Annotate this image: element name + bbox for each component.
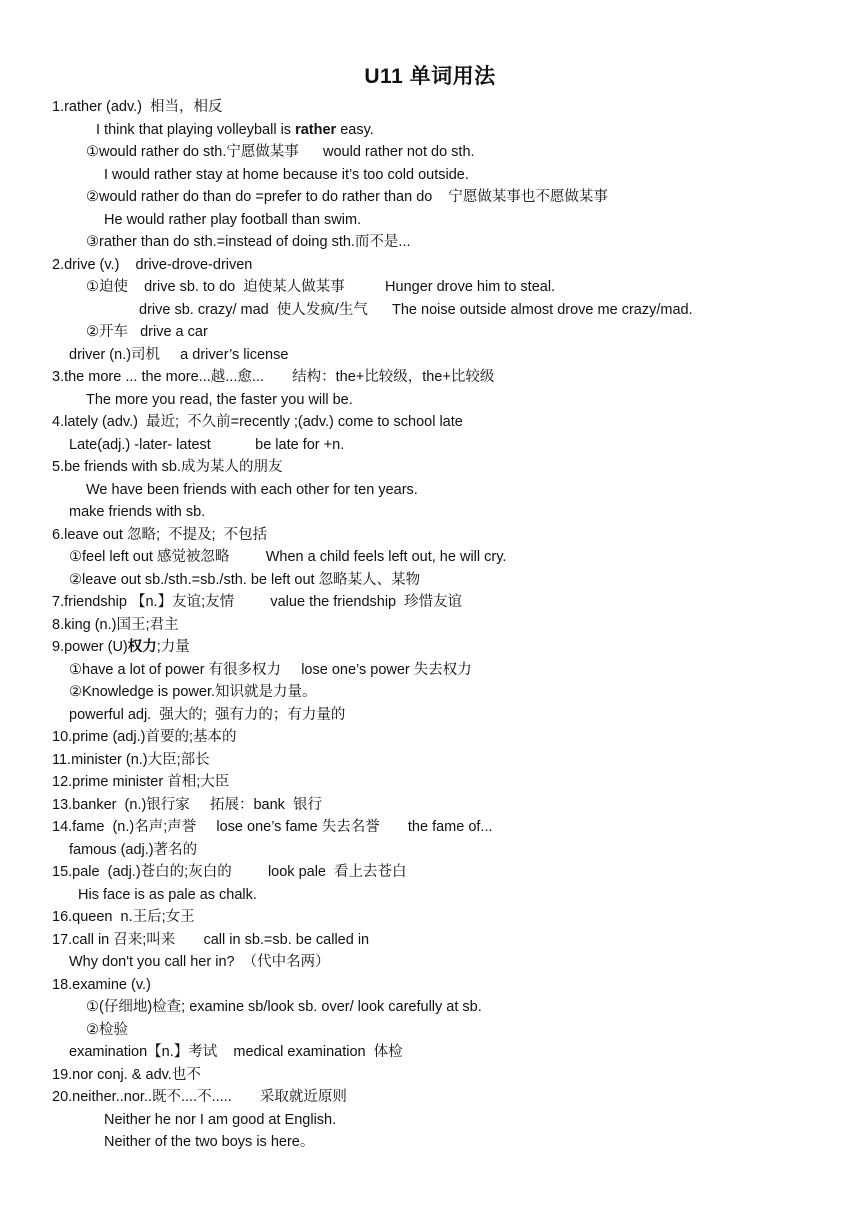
line-text: Neither he nor I am good at English. <box>104 1111 337 1128</box>
text-line <box>69 434 344 457</box>
text-line <box>69 344 288 367</box>
bold-text: rather <box>295 121 337 138</box>
text-line <box>69 704 345 727</box>
line-text: 1.rather (adv.) 相当，相反 <box>52 99 223 115</box>
line-text: 11.minister (n.)大臣;部长 <box>52 751 210 768</box>
text-line <box>52 524 267 547</box>
text-line <box>52 906 195 929</box>
line-text: examination【n.】考试 medical examination 体检 <box>69 1044 403 1060</box>
text-line <box>52 749 210 772</box>
text-line <box>69 839 197 862</box>
line-text: 16.queen n.王后;女王 <box>52 909 195 925</box>
line-text: We have been friends with each other for ten years. <box>86 481 418 498</box>
line-text: 15.pale (adj.)苍白的;灰白的 look pale 看上去苍白 <box>52 864 407 880</box>
text-line <box>52 614 179 637</box>
line-text: He would rather play football than swim. <box>104 211 362 228</box>
text-line <box>86 321 208 344</box>
line-text: His face is as pale as chalk. <box>78 886 257 903</box>
line-text: I think that playing volleyball is <box>96 121 296 138</box>
line-text: 3.the more ... the more...越...愈... 结构：the+比较级，the+比较级 <box>52 369 495 385</box>
text-line <box>86 141 475 164</box>
text-line <box>69 569 420 592</box>
text-line <box>96 119 374 142</box>
line-text: 9.power (U) <box>52 639 128 655</box>
text-line <box>86 1019 128 1042</box>
line-text: 13.banker (n.)银行家 拓展：bank 银行 <box>52 796 322 813</box>
line-text: ①(仔细地)检查; examine sb/look sb. over/ look carefully at sb. <box>86 999 482 1015</box>
line-text: drive sb. crazy/ mad 使人发疯/生气 The noise outside almost drove me crazy/mad. <box>139 301 693 318</box>
text-line <box>104 209 361 232</box>
text-line <box>52 861 407 884</box>
line-text: The more you read, the faster you will be. <box>86 391 353 408</box>
line-text: 14.fame (n.)名声;声誉 lose one’s fame 失去名誉 the fame of... <box>52 819 493 835</box>
text-line <box>52 794 322 817</box>
line-text: 12.prime minister 首相;大臣 <box>52 774 230 790</box>
line-text: 17.call in 召来;叫来 call in sb.=sb. be called in <box>52 931 370 948</box>
text-line <box>86 186 608 209</box>
line-text: 18.examine (v.) <box>52 976 151 993</box>
page-title: U11 单词用法 <box>364 65 496 88</box>
text-line <box>52 816 493 839</box>
text-line <box>104 1131 314 1154</box>
line-text: 2.drive (v.) drive-drove-driven <box>52 256 253 273</box>
text-line <box>86 996 482 1019</box>
line-text: 4.lately (adv.) 最近; 不久前=recently ;(adv.) come to school late <box>52 414 463 430</box>
line-text: 7.friendship 【n.】友谊;友情 value the friendship 珍惜友谊 <box>52 594 463 610</box>
text-line <box>69 659 472 682</box>
line-text: ②would rather do than do =prefer to do rather than do 宁愿做某事也不愿做某事 <box>86 189 608 205</box>
line-text: make friends with sb. <box>69 504 206 520</box>
line-text-after: easy. <box>336 121 374 138</box>
text-line <box>52 591 462 614</box>
line-text: Late(adj.) -later- latest be late for +n. <box>69 436 345 453</box>
line-text: ①would rather do sth.宁愿做某事 would rather not do sth. <box>86 144 475 160</box>
text-line <box>69 951 330 974</box>
line-text: 5.be friends with sb.成为某人的朋友 <box>52 459 283 475</box>
line-text: ②检验 <box>86 1021 128 1038</box>
line-text: ②Knowledge is power.知识就是力量。 <box>69 684 317 700</box>
line-text: 8.king (n.)国王;君主 <box>52 616 179 633</box>
line-text: ②开车 drive a car <box>86 324 208 340</box>
line-text: ①feel left out 感觉被忽略 When a child feels left out, he will cry. <box>69 549 507 565</box>
text-line <box>78 884 257 907</box>
text-line <box>52 96 223 119</box>
line-text: 10.prime (adj.)首要的;基本的 <box>52 729 237 745</box>
text-line <box>52 411 463 434</box>
line-text: Neither of the two boys is here。 <box>104 1134 315 1150</box>
text-line <box>52 254 252 277</box>
text-line <box>52 974 151 997</box>
line-text: 19.nor conj. & adv.也不 <box>52 1066 201 1083</box>
text-line <box>69 546 506 569</box>
line-text: powerful adj. 强大的; 强有力的；有力量的 <box>69 706 346 723</box>
line-text: ①have a lot of power 有很多权力 lose one’s power 失去权力 <box>69 661 472 678</box>
bold-text: 权力 <box>127 639 157 655</box>
line-text: I would rather stay at home because it’s too cold outside. <box>104 166 469 183</box>
text-line <box>86 276 555 299</box>
text-line <box>104 164 469 187</box>
line-text: Why don't you call her in? （代中名两） <box>69 954 330 970</box>
text-line <box>52 366 494 389</box>
line-text: driver (n.)司机 a driver’s license <box>69 346 289 363</box>
text-line <box>86 389 353 412</box>
text-line <box>52 726 237 749</box>
text-line <box>104 1109 336 1132</box>
text-line <box>86 479 418 502</box>
text-line <box>52 929 369 952</box>
text-line <box>52 456 282 479</box>
text-line <box>86 231 411 254</box>
text-line <box>139 299 693 322</box>
line-text-after: ;力量 <box>156 639 190 655</box>
text-line <box>69 1041 403 1064</box>
line-text: 20.neither..nor..既不....不..... 采取就近原则 <box>52 1089 347 1105</box>
text-line <box>69 681 317 704</box>
text-line <box>52 771 229 794</box>
line-text: ①迫使 drive sb. to do 迫使某人做某事 Hunger drove him to steal. <box>86 279 556 295</box>
text-line <box>52 636 190 659</box>
line-text: 6.leave out 忽略; 不提及; 不包括 <box>52 526 268 543</box>
line-text: ②leave out sb./sth.=sb./sth. be left out 忽略某人、某物 <box>69 571 421 588</box>
line-text: famous (adj.)著名的 <box>69 841 198 858</box>
text-line <box>52 1086 347 1109</box>
line-text: ③rather than do sth.=instead of doing sth.而不是... <box>86 234 411 250</box>
text-line <box>52 1064 201 1087</box>
text-line <box>69 501 205 524</box>
